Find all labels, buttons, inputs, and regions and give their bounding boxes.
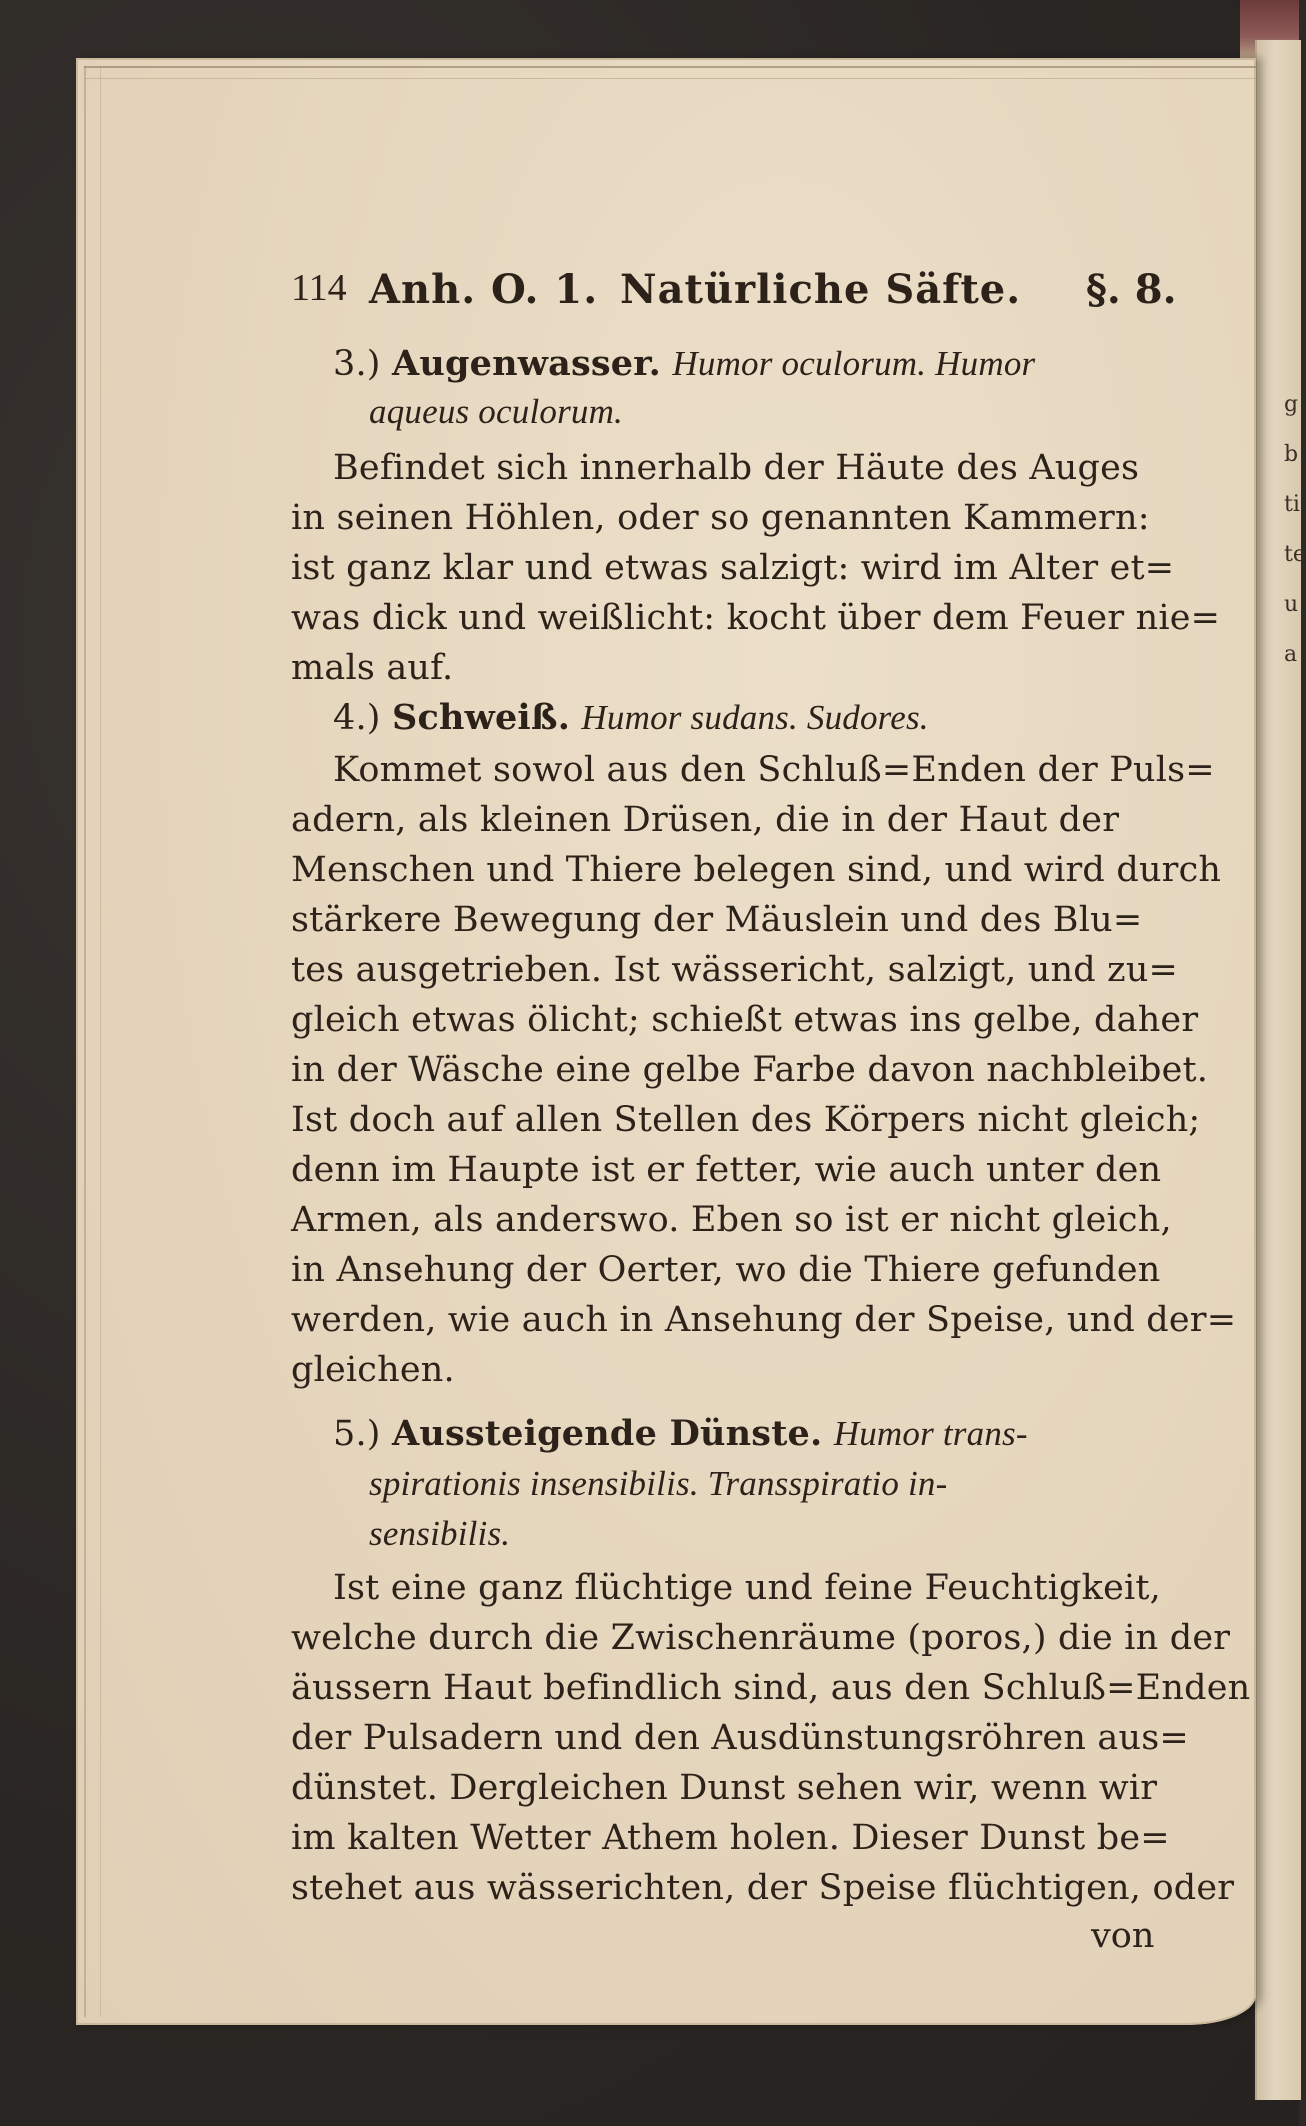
body-line: stehet aus wässerichten, der Speise flüchtigen, oder	[291, 1868, 1235, 1908]
body-line: in der Wäsche eine gelbe Farbe davon nachbleibet.	[291, 1050, 1209, 1090]
margin-glyph: te	[1284, 542, 1306, 567]
latin-term: Humor trans-	[833, 1414, 1028, 1453]
body-line: Menschen und Thiere belegen sind, und wird durch	[291, 850, 1222, 890]
section-heading-3	[291, 340, 1151, 388]
margin-glyph: ti	[1284, 492, 1300, 517]
body-line: adern, als kleinen Drüsen, die in der Haut der	[291, 800, 1120, 840]
latin-continuation	[291, 1510, 1151, 1558]
body-line: in Ansehung der Oerter, wo die Thiere gefunden	[291, 1250, 1161, 1290]
latin-continuation	[291, 1460, 1151, 1508]
margin-glyph: b	[1284, 442, 1299, 467]
paragraph-mark: §. 8.	[1086, 266, 1177, 313]
margin-glyph: a	[1284, 642, 1298, 667]
latin-term: sensibilis.	[369, 1514, 511, 1553]
section-heading-5	[291, 1410, 1151, 1458]
body-line: Kommet sowol aus den Schluß=Enden der Puls=	[333, 750, 1215, 790]
section-number: 5.)	[333, 1414, 381, 1454]
body-line: Ist eine ganz flüchtige und feine Feuchtigkeit,	[333, 1568, 1161, 1608]
book-page	[76, 58, 1256, 2025]
section-title: Aussteigende Dünste.	[391, 1413, 823, 1454]
section-heading-4	[291, 694, 1151, 742]
body-line: ist ganz klar und etwas salzigt: wird im Alter et=	[291, 548, 1175, 588]
section-title: Schweiß.	[391, 697, 571, 738]
latin-continuation	[291, 388, 1151, 436]
latin-term: aqueus oculorum.	[369, 392, 624, 431]
catchword: von	[1091, 1916, 1155, 1956]
running-header	[291, 266, 1191, 316]
section-label: Anh. O. 1.	[369, 266, 599, 313]
latin-term: Humor sudans. Sudores.	[581, 698, 929, 737]
margin-glyph: g	[1284, 392, 1299, 417]
latin-term: Humor oculorum. Humor	[672, 344, 1036, 383]
body-line: werden, wie auch in Ansehung der Speise, und der=	[291, 1300, 1237, 1340]
adjacent-page-text	[1284, 380, 1306, 680]
body-line: was dick und weißlicht: kocht über dem Feuer nie=	[291, 598, 1221, 638]
body-line: welche durch die Zwischenräume (poros,) die in der	[291, 1618, 1231, 1658]
body-line: denn im Haupte ist er fetter, wie auch unter den	[291, 1150, 1162, 1190]
body-line: Befindet sich innerhalb der Häute des Auges	[333, 448, 1140, 488]
margin-glyph: u	[1284, 592, 1299, 617]
body-line: äussern Haut befindlich sind, aus den Schluß=Enden	[291, 1668, 1251, 1708]
body-line: Armen, als anderswo. Eben so ist er nicht gleich,	[291, 1200, 1172, 1240]
body-line: stärkere Bewegung der Mäuslein und des Blu=	[291, 900, 1143, 940]
body-line: der Pulsadern und den Ausdünstungsröhren aus=	[291, 1718, 1189, 1758]
body-line: im kalten Wetter Athem holen. Dieser Dunst be=	[291, 1818, 1170, 1858]
latin-term: spirationis insensibilis. Transspiratio in-	[369, 1464, 948, 1503]
adjacent-page-edge	[1255, 40, 1306, 2100]
section-number: 4.)	[333, 698, 381, 738]
section-title: Augenwasser.	[391, 343, 662, 384]
body-line: gleichen.	[291, 1350, 455, 1390]
body-line: tes ausgetrieben. Ist wässericht, salzigt, und zu=	[291, 950, 1179, 990]
body-line: mals auf.	[291, 648, 454, 688]
body-line: Ist doch auf allen Stellen des Körpers nicht gleich;	[291, 1100, 1201, 1140]
body-line: gleich etwas ölicht; schießt etwas ins gelbe, daher	[291, 1000, 1199, 1040]
page-number: 114	[291, 267, 347, 309]
body-line: dünstet. Dergleichen Dunst sehen wir, wenn wir	[291, 1768, 1158, 1808]
body-line: in seinen Höhlen, oder so genannten Kammern:	[291, 498, 1150, 538]
running-title: Natürliche Säfte.	[620, 266, 1022, 313]
section-number: 3.)	[333, 344, 381, 384]
